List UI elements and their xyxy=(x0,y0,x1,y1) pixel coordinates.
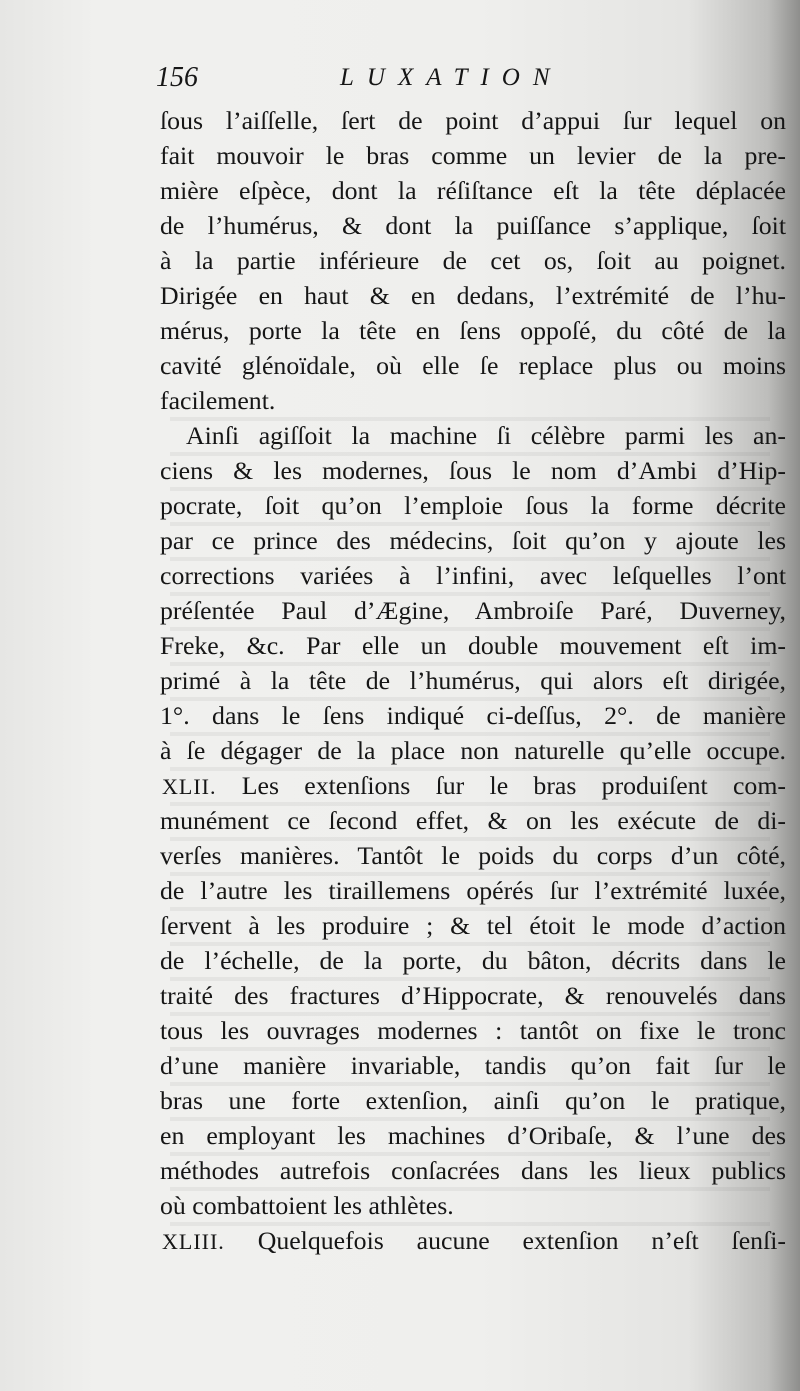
text-line: cavité glénoïdale, où elle ſe replace plus ou moins xyxy=(160,351,786,380)
text-line: mérus, porte la tête en ſens oppoſé, du côté de la xyxy=(160,316,786,345)
text-line: facilement. xyxy=(160,386,276,415)
section-start-line xyxy=(160,1223,786,1258)
text-line: de l’échelle, de la porte, du bâton, décrits dans le xyxy=(160,946,786,975)
running-title: LUXATION xyxy=(340,64,563,91)
text-line: verſes manières. Tantôt le poids du corps d’un côté, xyxy=(160,841,786,870)
text-line: d’une manière invariable, tandis qu’on fait ſur le xyxy=(160,1051,786,1080)
text-line: ſervent à les produire ; & tel étoit le mode d’action xyxy=(160,911,786,940)
text-line: par ce prince des médecins, ſoit qu’on y ajoute les xyxy=(160,526,786,555)
text-line: à la partie inférieure de cet os, ſoit au poignet. xyxy=(160,246,786,275)
text-line: mière eſpèce, dont la réſiſtance eſt la tête déplacée xyxy=(160,176,786,205)
text-line: 1°. dans le ſens indiqué ci-deſſus, 2°. de manière xyxy=(160,701,786,730)
text-line: à ſe dégager de la place non naturelle qu’elle occupe. xyxy=(160,736,786,765)
paragraph-start-line: Ainſi agiſſoit la machine ſi célèbre parmi les an- xyxy=(186,421,786,450)
section-number-xlii: XLII. xyxy=(162,774,217,799)
text-line: ciens & les modernes, ſous le nom d’Ambi d’Hip- xyxy=(160,456,786,485)
section-number-xliii: XLIII. xyxy=(162,1229,225,1254)
text-line: Freke, &c. Par elle un double mouvement eſt im- xyxy=(160,631,786,660)
text-line: tous les ouvrages modernes : tantôt on fixe le tronc xyxy=(160,1016,786,1045)
text-line: corrections variées à l’infini, avec leſquelles l’ont xyxy=(160,561,786,590)
body-text xyxy=(160,103,786,1258)
page-number: 156 xyxy=(156,62,198,93)
text-line: en employant les machines d’Oribaſe, & l’une des xyxy=(160,1121,786,1150)
section-text: Les extenſions ſur le bras produiſent com- xyxy=(241,771,786,800)
text-line: préſentée Paul d’Ægine, Ambroiſe Paré, Duverney, xyxy=(160,596,786,625)
text-line: munément ce ſecond effet, & on les exécute de di- xyxy=(160,806,786,835)
text-line: méthodes autrefois conſacrées dans les lieux publics xyxy=(160,1156,786,1185)
text-line: de l’humérus, & dont la puiſſance s’applique, ſoit xyxy=(160,211,786,240)
text-line: de l’autre les tiraillemens opérés ſur l’extrémité luxée, xyxy=(160,876,786,905)
text-line: bras une forte extenſion, ainſi qu’on le pratique, xyxy=(160,1086,786,1115)
text-line: primé à la tête de l’humérus, qui alors eſt dirigée, xyxy=(160,666,786,695)
text-line: ſous l’aiſſelle, ſert de point d’appui ſur lequel on xyxy=(160,106,786,135)
text-line: traité des fractures d’Hippocrate, & renouvelés dans xyxy=(160,981,786,1010)
text-line: où combattoient les athlètes. xyxy=(160,1191,454,1220)
text-line: fait mouvoir le bras comme un levier de la pre- xyxy=(160,141,786,170)
text-line: Dirigée en haut & en dedans, l’extrémité de l’hu- xyxy=(160,281,786,310)
section-text: Quelquefois aucune extenſion n’eſt ſenſi- xyxy=(257,1226,786,1255)
running-head xyxy=(148,62,788,106)
section-start-line xyxy=(160,768,786,803)
text-line: pocrate, ſoit qu’on l’emploie ſous la forme décrite xyxy=(160,491,786,520)
